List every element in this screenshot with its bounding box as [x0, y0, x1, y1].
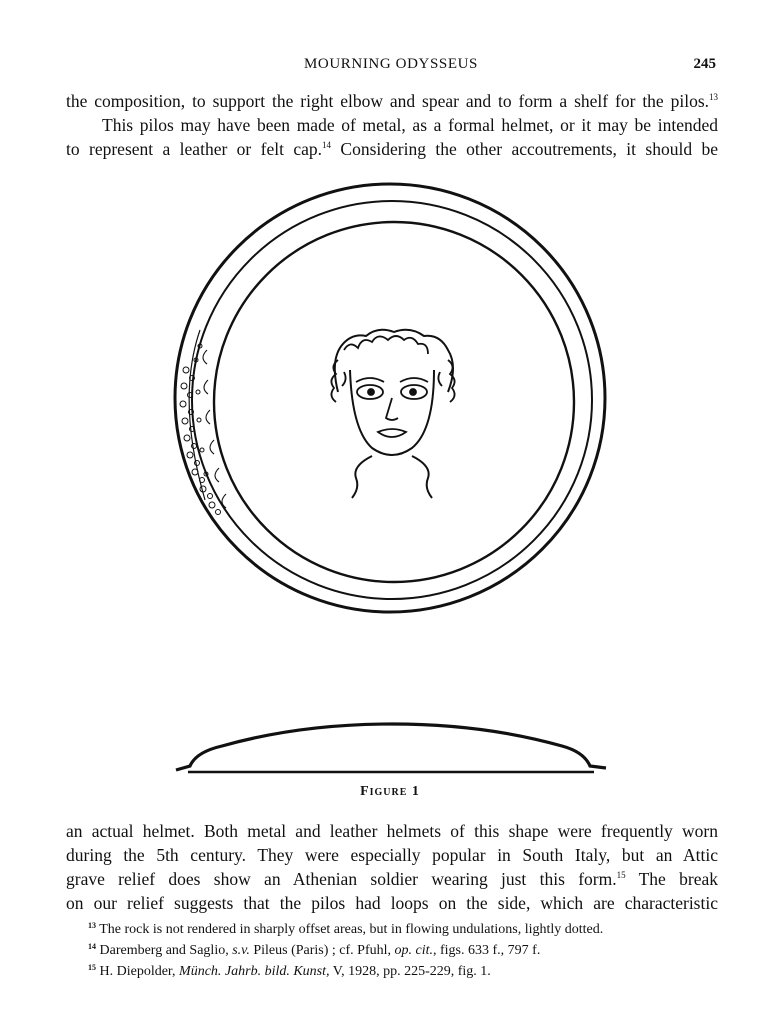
footnotes: [88, 917, 728, 980]
outer-rim: [175, 184, 605, 612]
footnote-italic: s.v.: [232, 943, 250, 958]
figure-caption: Figure 1: [360, 784, 420, 799]
pilos-plan-view: [175, 184, 605, 612]
text-line: This pilos may have been made of metal, as a formal helmet, or it may be intended: [102, 115, 718, 135]
text-line: [66, 867, 718, 891]
text-line: on our relief suggests that the pilos had loops on the side, which are characteristic: [66, 893, 718, 913]
text-span: grave relief does show an Athenian soldier wearing just this form.: [66, 869, 617, 889]
page-number: 245: [693, 56, 716, 72]
footnote-marker: 14: [88, 942, 96, 951]
head-drawing: [331, 330, 454, 498]
bottom-paragraph: [66, 819, 718, 915]
inner-rim: [214, 222, 574, 582]
footnote-ref[interactable]: 14: [322, 140, 332, 150]
footnote-15: [88, 959, 728, 980]
text-span: The break: [625, 869, 718, 889]
text-line: during the 5th century. They were especially popular in South Italy, but an Attic: [66, 845, 718, 865]
footnote-text: H. Diepolder,: [96, 964, 180, 979]
footnote-marker: 15: [88, 963, 96, 972]
footnote-text: V, 1928, pp. 225-229, fig. 1.: [329, 964, 491, 979]
running-title: MOURNING ODYSSEUS: [304, 56, 478, 72]
footnote-14: [88, 938, 728, 959]
footnote-text: , figs. 633 f., 797 f.: [433, 943, 541, 958]
footnote-13: [88, 917, 728, 938]
footnote-italic: Münch. Jahrb. bild. Kunst,: [179, 964, 330, 979]
footnote-italic: op. cit.: [394, 943, 433, 958]
text-span: to represent a leather or felt cap.: [66, 139, 323, 159]
text-span: Considering the other accoutrements, it should be: [331, 139, 718, 159]
text-line: an actual helmet. Both metal and leather helmets of this shape were frequently worn: [66, 821, 718, 841]
footnote-text: The rock is not rendered in sharply offset areas, but in flowing undulations, lightly dotted.: [96, 922, 604, 937]
footnote-ref[interactable]: 15: [616, 870, 626, 880]
text-span: the composition, to support the right elbow and spear and to form a shelf for the pilos.: [66, 91, 709, 111]
footnote-text: Daremberg and Saglio,: [96, 943, 233, 958]
pilos-profile-view: [176, 724, 606, 772]
footnote-text: Pileus (Paris) ; cf. Pfuhl,: [249, 943, 395, 958]
footnote-marker: 13: [88, 921, 96, 930]
footnote-ref[interactable]: 13: [709, 92, 718, 102]
